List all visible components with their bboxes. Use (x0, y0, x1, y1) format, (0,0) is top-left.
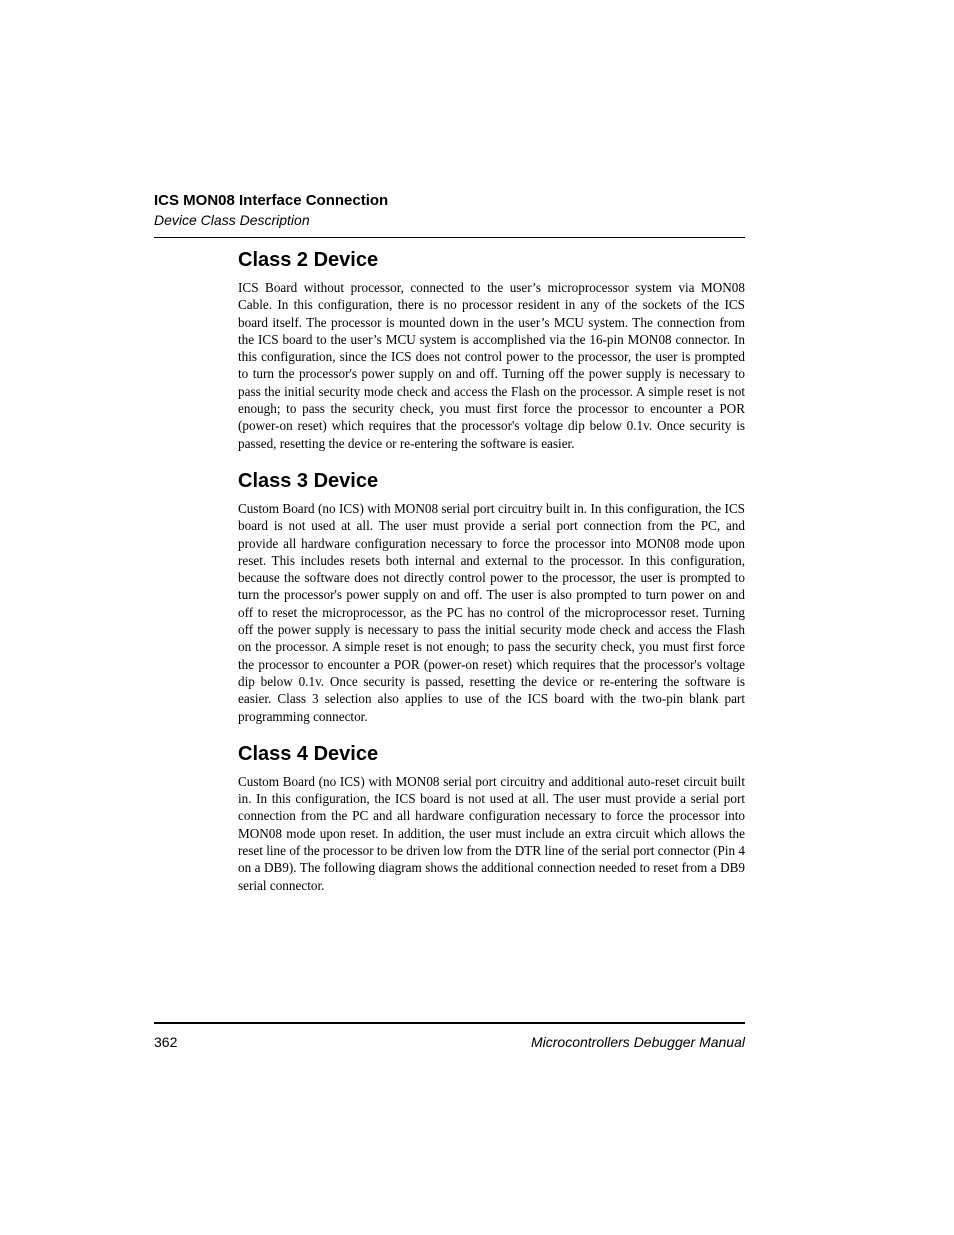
page-footer (154, 1033, 745, 1051)
footer-divider (154, 1022, 745, 1024)
section-body: Custom Board (no ICS) with MON08 serial port circuitry and additional auto-reset circuit built in. In this configuration, the ICS board is not used at all. The user must provide a serial port connection from the PC and all hardware configuration necessary to force the processor into MON08 mode upon reset. In addition, the user must include an extra circuit which allows the reset line of the processor to be driven low from the DTR line of the serial port connector (Pin 4 on a DB9). The following diagram shows the additional connection needed to reset from a DB9 serial connector. (238, 773, 745, 893)
section-heading: Class 3 Device (238, 469, 379, 492)
section-class-4-device (238, 740, 745, 894)
section-class-3-device (238, 467, 745, 725)
running-header-subtitle: Device Class Description (154, 212, 310, 228)
running-header-title: ICS MON08 Interface Connection (154, 192, 389, 209)
section-body: ICS Board without processor, connected to the user’s microprocessor system via MON08 Cable. In this configuration, there is no processor resident in any of the sockets of the ICS board itself. The processor is mounted down in the user’s MCU system. The connection from the ICS board to the user’s MCU system is accomplished via the 16-pin MON08 connector. In this configuration, since the ICS does not control power to the processor, the user is prompted to turn the processor's power supply on and off. Turning off the power supply is necessary to pass the initial security mode check and access the Flash on the processor. A simple reset is not enough; to pass the security check, you must first force the processor to encounter a POR (power-on reset) which requires that the processor's voltage dip below 0.1v. Once security is passed, resetting the device or re-entering the software is easier. (238, 280, 745, 451)
section-body: Custom Board (no ICS) with MON08 serial port circuitry built in. In this configuration, the ICS board is not used at all. The user must provide a serial port connection from the PC, and provide all hardware configuration necessary to force the processor into MON08 mode upon reset. This includes resets both internal and external to the processor. In this configuration, because the software does not directly control power to the processor, the user is prompted to turn the processor's power supply on and off. The user is also prompted to turn power on and off to reset the microprocessor, as the PC has no control of the microprocessor reset. Turning off the power supply is necessary to pass the initial security mode check and access the Flash on the processor. A simple reset is not enough; to pass the security check, you must first force the processor to encounter a POR (power-on reset) which requires that the processor's voltage dip below 0.1v. Once security is passed, resetting the device or re-entering the software is easier. Class 3 selection also applies to use of the ICS board with the two-pin blank part programming connector. (238, 500, 745, 724)
page-content (238, 246, 745, 909)
page-number: 362 (154, 1034, 178, 1050)
header-divider (154, 237, 745, 238)
section-heading: Class 4 Device (238, 742, 379, 765)
manual-title: Microcontrollers Debugger Manual (531, 1034, 745, 1050)
running-header (154, 191, 745, 229)
section-class-2-device (238, 246, 745, 452)
section-heading: Class 2 Device (238, 249, 379, 271)
